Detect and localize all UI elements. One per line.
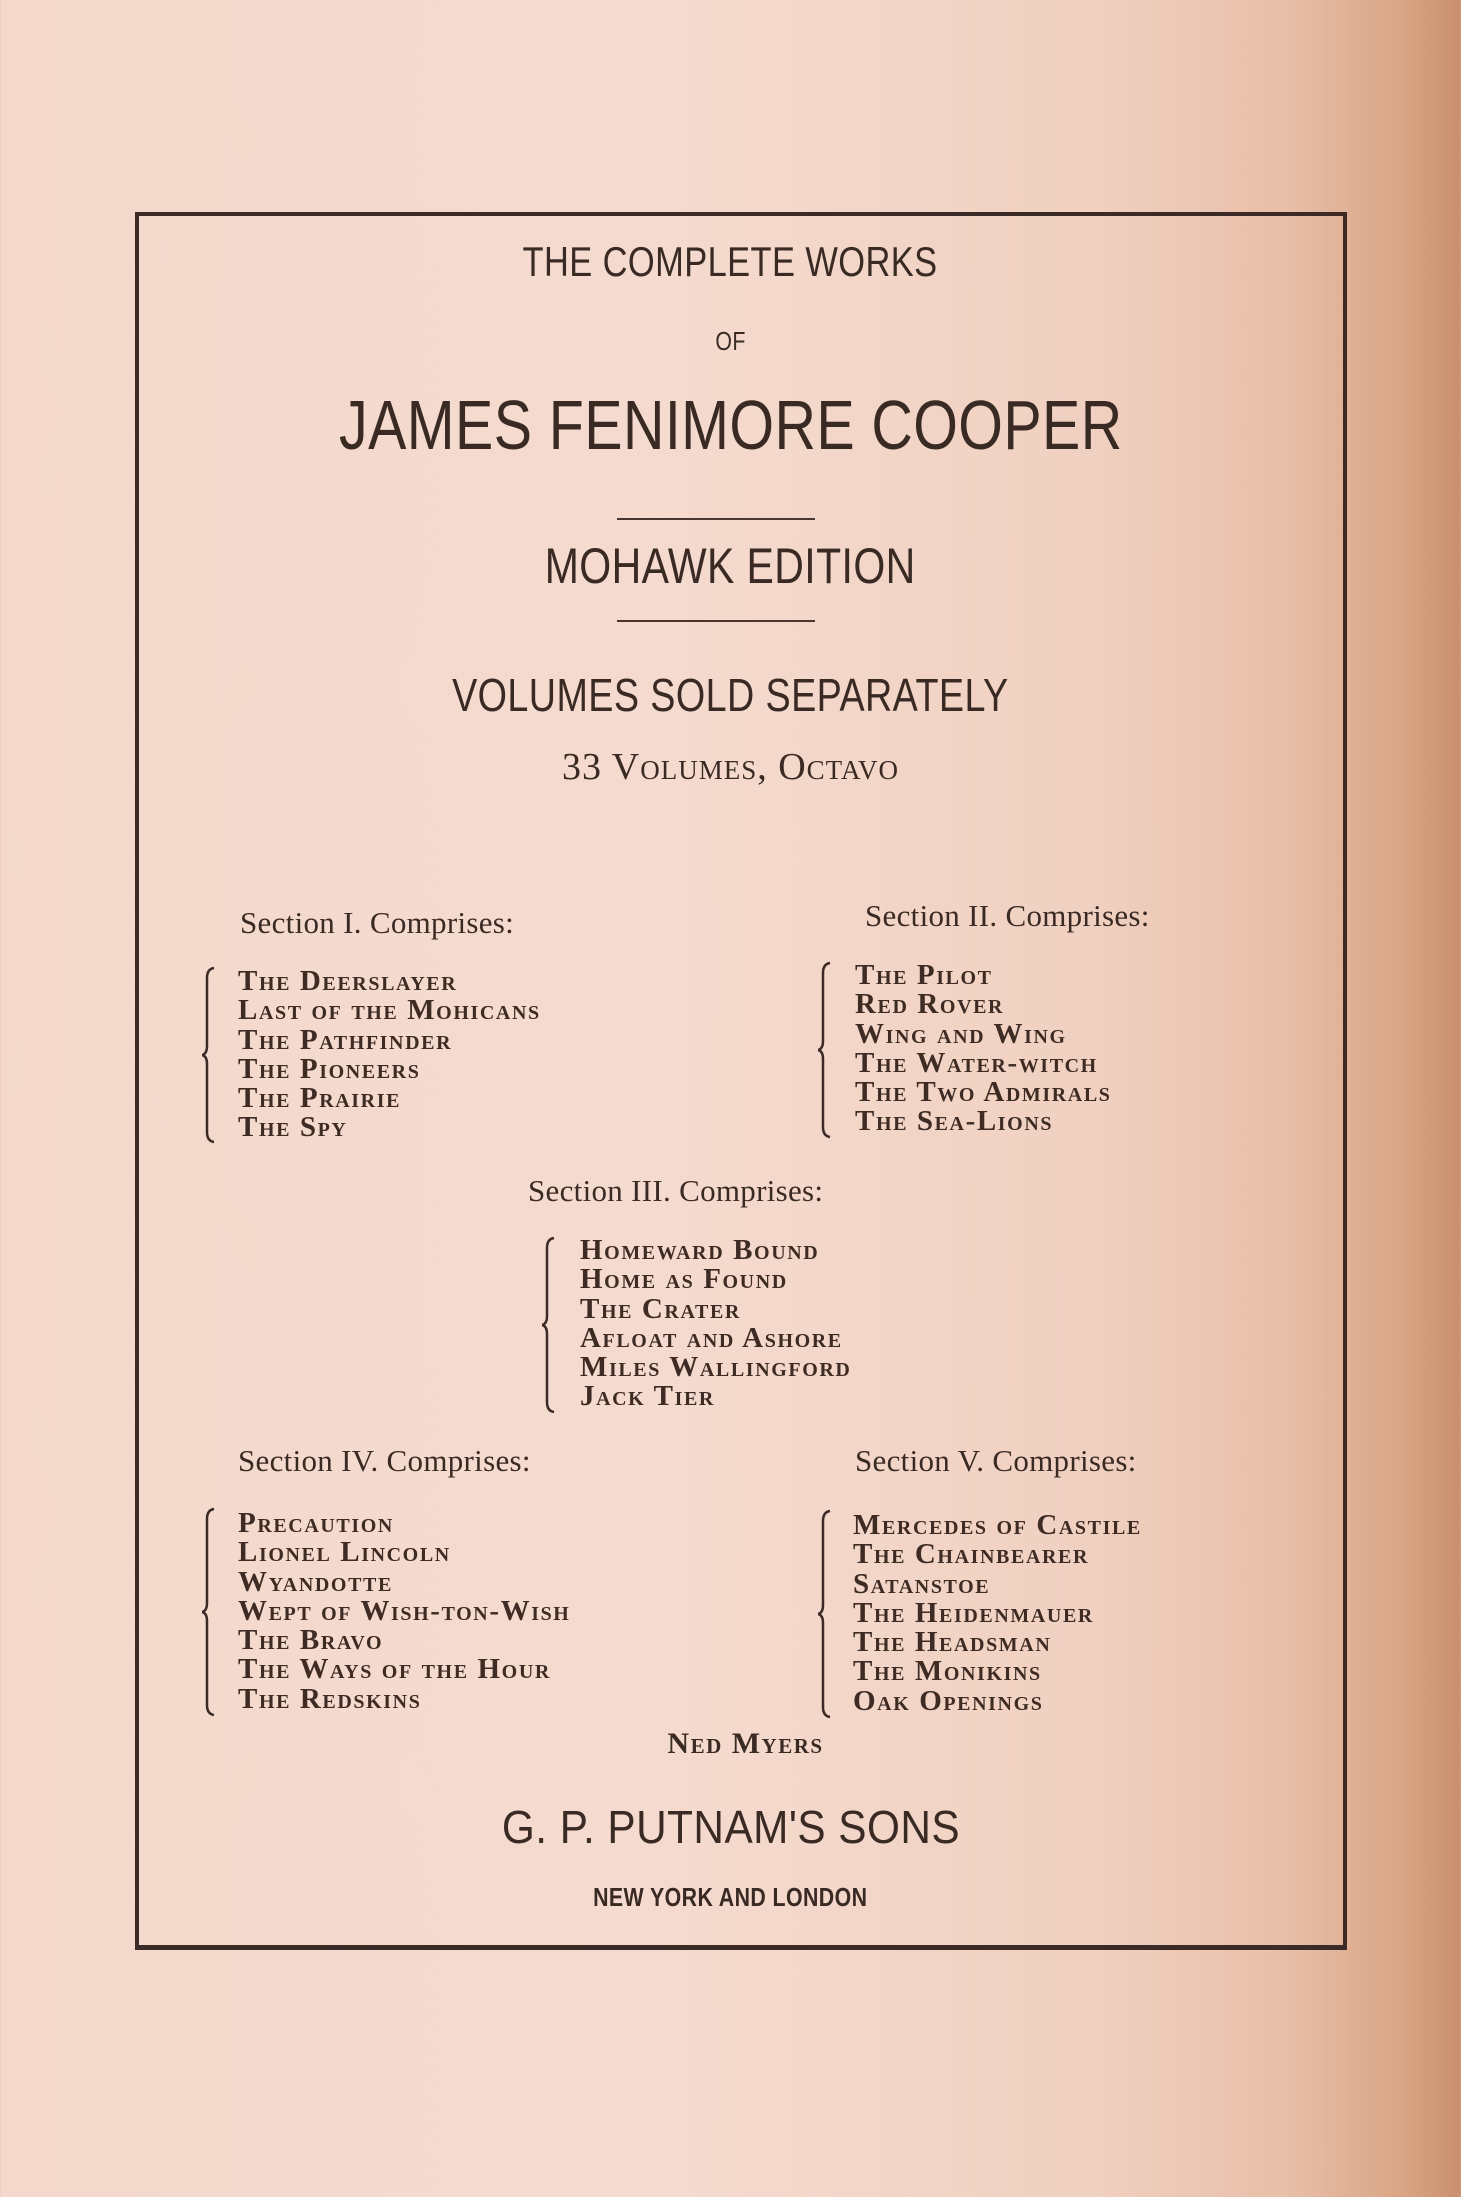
list-item: The Prairie bbox=[238, 1082, 402, 1115]
brace-icon bbox=[542, 1236, 556, 1414]
list-item: The Pioneers bbox=[238, 1052, 421, 1085]
list-item: The Pathfinder bbox=[238, 1023, 453, 1056]
brace-icon bbox=[202, 1507, 216, 1717]
list-item: Home as Found bbox=[580, 1263, 788, 1296]
section-3-list bbox=[580, 1236, 851, 1412]
list-item: The Headsman bbox=[853, 1626, 1052, 1659]
list-item: The Chainbearer bbox=[853, 1538, 1090, 1571]
author-name: JAMES FENIMORE COOPER bbox=[338, 386, 1123, 464]
list-item: The Sea-Lions bbox=[855, 1105, 1054, 1138]
section-5-list bbox=[853, 1511, 1142, 1716]
list-item: The Crater bbox=[580, 1292, 741, 1325]
list-item: Precaution bbox=[238, 1507, 394, 1539]
list-item: The Heidenmauer bbox=[853, 1596, 1094, 1629]
section-4-heading: Section IV. Comprises: bbox=[238, 1443, 531, 1478]
list-item: Mercedes of Castile bbox=[853, 1509, 1142, 1541]
list-item: Jack Tier bbox=[580, 1380, 715, 1413]
publisher-cities: NEW YORK AND LONDON bbox=[593, 1882, 868, 1912]
edition-name: MOHAWK EDITION bbox=[545, 538, 916, 594]
section-2-list bbox=[855, 961, 1112, 1137]
series-of: OF bbox=[715, 326, 746, 356]
list-item: The Monikins bbox=[853, 1655, 1042, 1688]
list-item: Homeward Bound bbox=[580, 1234, 820, 1266]
series-title: THE COMPLETE WORKS bbox=[523, 238, 938, 285]
list-item: The Spy bbox=[238, 1111, 348, 1144]
section-1-heading: Section I. Comprises: bbox=[240, 905, 515, 940]
list-item: Wept of Wish-ton-Wish bbox=[238, 1594, 571, 1627]
list-item: Afloat and Ashore bbox=[580, 1321, 843, 1354]
list-item: The Deerslayer bbox=[238, 965, 458, 997]
divider-rule bbox=[617, 620, 815, 622]
list-item: Lionel Lincoln bbox=[238, 1536, 451, 1569]
list-item: Red Rover bbox=[855, 988, 1005, 1021]
volume-count: 33 Volumes, Octavo bbox=[561, 746, 900, 788]
list-item: Satanstoe bbox=[853, 1567, 991, 1600]
list-item: The Two Admirals bbox=[855, 1076, 1112, 1109]
list-item: Wing and Wing bbox=[855, 1017, 1067, 1050]
list-item: The Ways of the Hour bbox=[238, 1653, 551, 1686]
list-item: The Bravo bbox=[238, 1624, 384, 1657]
brace-icon bbox=[818, 961, 832, 1139]
section-3-heading: Section III. Comprises: bbox=[528, 1173, 824, 1208]
list-item: The Water-witch bbox=[855, 1046, 1098, 1079]
section-5-heading: Section V. Comprises: bbox=[855, 1443, 1137, 1478]
divider-rule bbox=[617, 518, 815, 520]
availability-note: VOLUMES SOLD SEPARATELY bbox=[452, 669, 1009, 721]
list-item: Miles Wallingford bbox=[580, 1351, 852, 1384]
list-item: The Pilot bbox=[855, 959, 993, 991]
section-2-heading: Section II. Comprises: bbox=[865, 898, 1150, 933]
list-item: Last of the Mohicans bbox=[238, 994, 541, 1027]
brace-icon bbox=[818, 1509, 832, 1719]
list-item: The Redskins bbox=[238, 1682, 422, 1715]
section-1-list bbox=[238, 967, 541, 1143]
extra-title: Ned Myers bbox=[667, 1727, 824, 1760]
list-item: Wyandotte bbox=[238, 1565, 393, 1598]
brace-icon bbox=[202, 966, 216, 1144]
section-4-list bbox=[238, 1509, 570, 1714]
list-item: Oak Openings bbox=[853, 1684, 1044, 1717]
publisher-name: G. P. PUTNAM'S SONS bbox=[501, 1801, 960, 1853]
